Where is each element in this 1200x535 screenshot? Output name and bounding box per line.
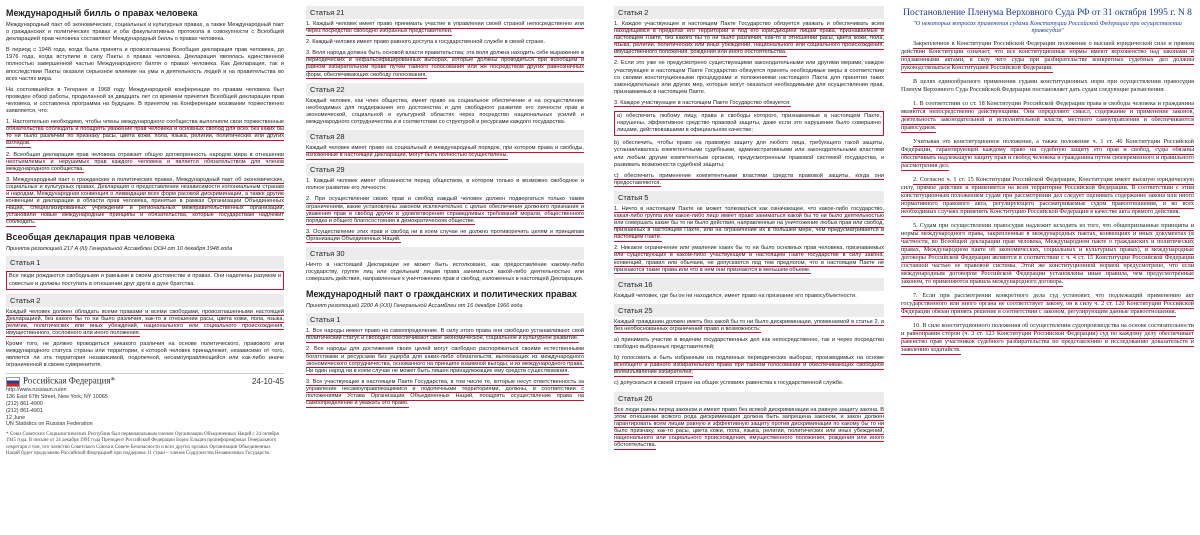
card-line: (212) 861-4901 [6,407,43,414]
highlighted-paragraph: 2. Согласно ч. 1 ст. 15 Конституции Российской Федерации, Конституция имеет высшую юридическую силу, прямое действие и применяется на всей территории Российской Федерации. В соответствии с этим конституционным положением судам при рассмотрении дел следует оценивать содержание закона или иного нормативного правового акта, регулирующего рассматриваемые судом правоотношения, и во всех необходимых случаях применять Конституцию Российской Федерации в качестве акта прямого действия. [901,176,1194,215]
resolution-subtitle: "О некоторых вопросах применения судами Конституции Российской Федерации при осуществлении правосудия" [913,20,1182,34]
highlighted-paragraph: 2. Всеобщая декларация прав человека отражает общую договоренность народов мира в отношении неотъемлемых и нерушимых прав каждого человека и является обязательством для членов международного сообщества. [6,151,284,172]
highlighted-paragraph: 3. Воля народа должна быть основой власти правительства; эта воля должна находить себе выражение в периодических и нефальсифицированных выборах, которые должны проводиться при всеобщем и равном избирательном праве путем тайного голосования или же посредством других равнозначных форм, обеспечивающих свободу голосования. [306,50,584,78]
membership-date: 24-10-45 [251,376,284,386]
highlighted-paragraph: 1. Каждый человек имеет право принимать участие в управлении своей страной непосредственно или через посредство свободно избранных представителей. [306,21,584,35]
highlighted-paragraph: Каждый человек должен обладать всеми правами и всеми свободами, провозглашенными настоящей Декларацией, без какого бы то ни было различия, как-то в отношении расы, цвета кожи, пола, языка, религии, политических или иных убеждений, национального или социального происхождения, имущественного, сословного или иного положения. [6,308,284,336]
card-line: (212) 861-4900 [6,400,43,407]
article-heading: Статья 30 [306,247,584,260]
highlighted-paragraph: 2. При осуществлении своих прав и свобод каждый человек должен подвергаться только таким ограничениям, какие установлены законом исключительно с целью обеспечения должного признания и уважения прав и свобод других и удовлетворения справедливых требований морали, общественного порядка и общего благосостояния в демократическом обществе. [306,196,584,224]
highlighted-paragraph: 2. Все народы для достижения своих целей могут свободно распоряжаться своими естественными богатствами и ресурсами без ущерба для каких-либо обязательств, вытекающих из международного экономического сотрудничества, основанного на принципе взаимной выгоды, и из международного права. Ни один народ ни в коем случае не может быть лишен принадлежащих ему средств существования. [306,346,584,374]
page-iccpr-articles [608,0,890,535]
highlighted-paragraph: 3. Международный пакт о гражданских и политических правах, Международный пакт об экономических, социальных и культурных правах, Декларация о предоставлении независимости колониальным странам и народам, Международная конвенция о ликвидации всех форм расовой дискриминации, а также другие конвенции и декларации в области прав человека, принятые в рамках Организации Объединенных Наций, специализированных учреждений и региональных межправительственных организаций, установили новые международные принципы и обязательства, которые государствам надлежит соблюдать. [6,176,284,226]
resolution-title[interactable]: Постановление Пленума Верховного Суда РФ от 31 октября 1995 г. N 8 [903,8,1192,18]
article-heading: Статья 5 [614,191,884,204]
article-heading: Статья 29 [306,163,584,176]
paragraph: Кроме того, не должно проводиться никакого различия на основе политического, правового или международного статуса страны или территории, к которой человек принадлежит, независимо от того, является ли эта территория независимой, подопечной, несамоуправляющейся или как-либо иначе ограниченной в своем суверенитете. [6,341,284,369]
highlighted-paragraph: 1. В соответствии со ст. 18 Конституции Российской Федерации права и свободы человека и гражданина являются непосредственно действующими. Они определяют смысл, содержание и применение законов, деятельность законодательной и исполнительной власти, местного самоуправления и обеспечиваются правосудием. [901,100,1194,131]
article-heading: Статья 22 [306,83,584,96]
highlighted-paragraph: 5. Судам при осуществлении правосудия надлежит исходить из того, что общепризнанные принципы и нормы международного права, закрепленные в международных пактах, конвенциях и иных документах (в частности, во Всеобщей декларации прав человека, Международном пакте о гражданских и политических правах, Международном пакте об экономических, социальных и культурных правах), и международные договоры Российской Федерации являются в соответствии с ч. 4 ст. 15 Конституции Российской Федерации составной частью ее правовой системы. Этой же конституционной нормой предусмотрено, что если международным договором Российской Федерации установлены иные правила, чем предусмотренные законом, то применяются правила международного договора. [901,222,1194,285]
article-heading: Статья 2 [614,6,884,19]
page-supreme-court-resolution [895,0,1200,535]
highlighted-paragraph: Все люди равны перед законом и имеют право без всякой дискриминации на равную защиту закона. В этом отношении всякого рода дискриминация должна быть запрещена законом, и закон должен гарантировать всем лицам равную и эффективную защиту против дискриминации по какому бы то ни было признаку, как-то расы, цвета кожи, пола, языка, религии, политических или иных убеждений, национального или социального происхождения, имущественного положения, рождения или иного обстоятельства. [614,406,884,449]
article-heading: Статья 28 [306,130,584,143]
section-subtitle: Принят резолюцией 2200 A (XXI) Генеральной Ассамблеи от 16 декабря 1966 года [306,303,523,310]
highlighted-paragraph: Закрепленное в Конституции Российской Федерации положение о высшей юридической силе и прямом действии Конституции означает, что все конституционные нормы имеют верховенство над законами и подзаконными актами, в силу чего суды при разбирательстве конкретных судебных дел должны руководствоваться Конституцией Российской Федерации. [901,40,1194,71]
card-line: 136 East 67th Street, New York, NY 10065 [6,394,108,401]
highlighted-paragraph: Каждый гражданин должен иметь без какой бы то ни было дискриминации, упоминаемой в статье 2, и без необоснованных ограничений право и возможность: [614,318,884,332]
card-line: 12 June [6,414,26,421]
paragraph: 1. Каждый человек имеет обязанности перед обществом, в котором только и возможно свободное и полное развитие его личности. [306,178,584,192]
paragraph: В период с 1948 года, когда была принята и провозглашена Всеобщая декларация прав человека, до 1976 года, когда вступили в силу Пакты о правах человека, Декларация являлась единственной полностью завершенной частью Международного билля о правах человека. Как Декларация, так и впоследствии Пакты оказали серьезное влияние на умы и деятельность людей и на правительства во всех частях мира. [6,47,284,82]
page-title: Международный билль о правах человека [6,8,198,18]
paragraph: Каждый человек, где бы он ни находился, имеет право на признание его правосубъектности. [614,292,857,299]
article-heading: Статья 25 [614,304,884,317]
boxed-paragraph: a) обеспечить любому лицу, права и свободы которого, признаваемые в настоящем Пакте, нарушены, эффективное средство правовой защиты, даже если это нарушение было совершено лицами, действовавшими в официальном качестве; [614,111,884,136]
footnote: * Союз Советских Социалистических Республик был первоначальным членом Организации Объединенных Наций с 24 октября 1945 года. В письме от 24 декабря 1991 года Президент Российской Федерации Борис Ельцин проинформировал Генерального секретаря о том, что членство Советского Союза в Совете Безопасности и всех других органах Организации Объединенных Наций будет продолжено Российской Федерацией при поддержке 11 стран – членов Содружества Независимых Государств. [6,432,279,456]
paragraph: a) принимать участие в ведении государственных дел как непосредственно, так и через посредство свободно выбранных представителей; [614,337,884,351]
highlighted-paragraph: 3. Осуществление этих прав и свобод ни в коем случае не должно противоречить целям и принципам Организации Объединенных Наций. [306,228,584,242]
paragraph: c) допускаться в своей стране на общих условиях равенства к государственной службе. [614,380,844,387]
article-heading: Статья 2 [6,294,284,307]
paragraph: Международный пакт об экономических, социальных и культурных правах, а также Международный пакт о гражданских и политических правах и оба факультативных протокола в совокупности с Всеобщей декларацией прав человека составляют Международный билль о правах человека. [6,22,284,43]
article-heading: Статья 26 [614,392,884,405]
highlighted-paragraph: 1. Настоятельно необходимо, чтобы члены международного сообщества выполняли свои торжественные обязательства соблюдать и поощрять уважение прав человека и основных свобод для всех без каких бы то ни было различий по признаку расы, цвета кожи, пола, языка, религии, политических или других взглядов. [6,119,284,147]
highlighted-paragraph: 1. Ничто в настоящем Пакте не может толковаться как означающее, что какое-либо государство, какая-либо группа или какое-либо лицо имеет право заниматься какой бы то ни было деятельностью или совершать какие бы то ни было действия, направленные на уничтожение любых прав или свобод, признанных в настоящем Пакте, или на ограничение их в большей мере, чем предусматривается в настоящем Пакте. [614,205,884,241]
highlighted-paragraph: 1. Все народы имеют право на самоопределение. В силу этого права они свободно устанавливают свой политический статус и свободно обеспечивают свое экономическое, социальное и культурное развитие. [306,328,584,342]
russia-flag-icon [6,377,20,387]
highlighted-paragraph: b) голосовать и быть избранным на подлинных периодических выборах, производимых на основе всеобщего и равного избирательного права при тайном голосовании и обеспечивающих свободное волеизъявление избирателей; [614,355,884,376]
paragraph: Каждый человек, как член общества, имеет право на социальное обеспечение и на осуществление необходимых для поддержания его достоинства и для свободного развития его личности прав в экономической, социальной и культурной областях через посредство национальных усилий и международного сотрудничества и в соответствии со структурой и ресурсами каждого государства. [306,97,584,125]
card-line[interactable]: UN Statistics on Russian Federation [6,421,93,428]
article-heading: Статья 21 [306,6,584,19]
highlighted-paragraph: 1. Каждое участвующее в настоящем Пакте Государство обязуется уважать и обеспечивать всем находящимся в пределах его территории и под его юрисдикцией лицам права, признаваемые в настоящем Пакте, без какого бы то ни было различия, как-то в отношении расы, цвета кожи, пола, языка, религии, политических или иных убеждений, национального или социального происхождения, имущественного положения, рождения или иного обстоятельства. [614,21,884,56]
highlighted-paragraph: 7. Если при рассмотрении конкретного дела суд установит, что подлежащий применению акт государственного или иного органа не соответствует закону, он в силу ч. 2 ст. 120 Конституции Российской Федерации обязан принять решение в соответствии с законом, регулирующим данные правоотношения. [901,292,1194,315]
member-state-name: Российская Федерация* [23,375,116,386]
article-heading: Статья 16 [614,278,884,291]
highlighted-paragraph: c) обеспечить применение компетентными властями средств правовой защиты, когда они предоставляются. [614,172,884,186]
paragraph: В целях единообразного применения судами конституционных норм при осуществлении правосудия Пленум Верховного Суда Российской Федерации постановляет дать судам следующие разъяснения: [901,78,1194,93]
paragraph: 2. Если это уже не предусмотрено существующими законодательными или другими мерами, каждое участвующее в настоящем Пакте Государство обязуется принять необходимые меры в соответствии со своими конституционными процедурами и положениями настоящего Пакта для принятия таких законодательных или других мер, которые могут оказаться необходимыми для осуществления прав, признаваемых в настоящем Пакте. [614,60,884,95]
highlighted-paragraph: 3. Все участвующие в настоящем Пакте Государства, в том числе те, которые несут ответственность за управление несамоуправляющимися и подопечными территориями, должны, в соответствии с положениями Устава Организации Объединенных Наций, поощрять осуществление права на самоопределение и уважать это право. [306,378,584,407]
page-bill-of-rights [0,0,290,535]
article-heading: Статья 1 [6,256,284,269]
card-line[interactable]: http://www.russiaun.ru/en [6,387,67,394]
highlighted-paragraph: 10. В силе конституционного положения об осуществлении судопроизводства на основе состязательности и равноправия сторон (ч. 3 ст. 123 Конституции Российской Федерации) суд по каждому делу обеспечивает равенство прав участников судебного разбирательства по представлению и исследованию доказательств и заявлению ходатайств. [901,322,1194,353]
highlighted-paragraph: 2. Никакое ограничение или умаление каких бы то ни было основных прав человека, признаваемых или существующих в каком-либо участвующем в настоящем Пакте государстве в силу закона, конвенций, правил или обычаев, не допускается под тем предлогом, что в настоящем Пакте не признаются такие права или что в нем они признаются в меньшем объеме. [614,245,884,273]
boxed-article-text: Все люди рождаются свободными и равными в своем достоинстве и правах. Они наделены разумом и совестью и должны поступать в отношении друг друга в духе братства. [6,271,284,289]
paragraph: Ничто в настоящей Декларации не может быть истолковано, как предоставление какому-либо государству, группе лиц или отдельным лицам права заниматься какой-либо деятельностью или совершать действия, направленные к уничтожению прав и свобод, изложенных в настоящей Декларации. [306,261,584,283]
highlighted-paragraph: Учитывая это конституционное положение, а также положение ч. 1 ст. 46 Конституции Российской Федерации, гарантирующей каждому право на судебную защиту его прав и свобод, суды обязаны обеспечивать надлежащую защиту прав и свобод человека и гражданина путем своевременного и правильного рассмотрения дел. [901,138,1194,169]
member-state-card [6,373,284,457]
page-udhr-articles [300,0,590,535]
paragraph: b) обеспечить, чтобы право на правовую защиту для любого лица, требующего такой защиты, устанавливалось компетентными судебными, административными или законодательными властями или любым другим компетентным органом, предусмотренным правовой системой государства, и развивать возможности судебной защиты; [614,140,884,168]
section-title: Международный пакт о гражданских и политических правах [306,289,577,300]
highlighted-paragraph: 3. Каждое участвующее в настоящем Пакте Государство обязуется: [614,99,791,106]
paragraph: На состоявшейся в Тегеране в 1968 году Международной конференции по правам человека был проведен обзор работы, проделанной за двадцать лет со времени принятия Всеобщей декларации прав человека, и составлена программа на будущее. В принятом на Конференции воззвании торжественно заявляется, что: [6,86,284,115]
paragraph: 2. Каждый человек имеет право равного доступа к государственной службе в своей стране. [306,39,546,46]
section-title: Всеобщая декларация прав человека [6,232,175,243]
section-subtitle: Принята резолюцией 217 A (III) Генеральной Ассамблеи ООН от 10 декабря 1948 года [6,246,233,253]
article-heading: Статья 1 [306,313,584,326]
highlighted-paragraph: Каждый человек имеет право на социальный и международный порядок, при котором права и свободы, изложенные в настоящей Декларации, могут быть полностью осуществлены. [306,145,584,159]
